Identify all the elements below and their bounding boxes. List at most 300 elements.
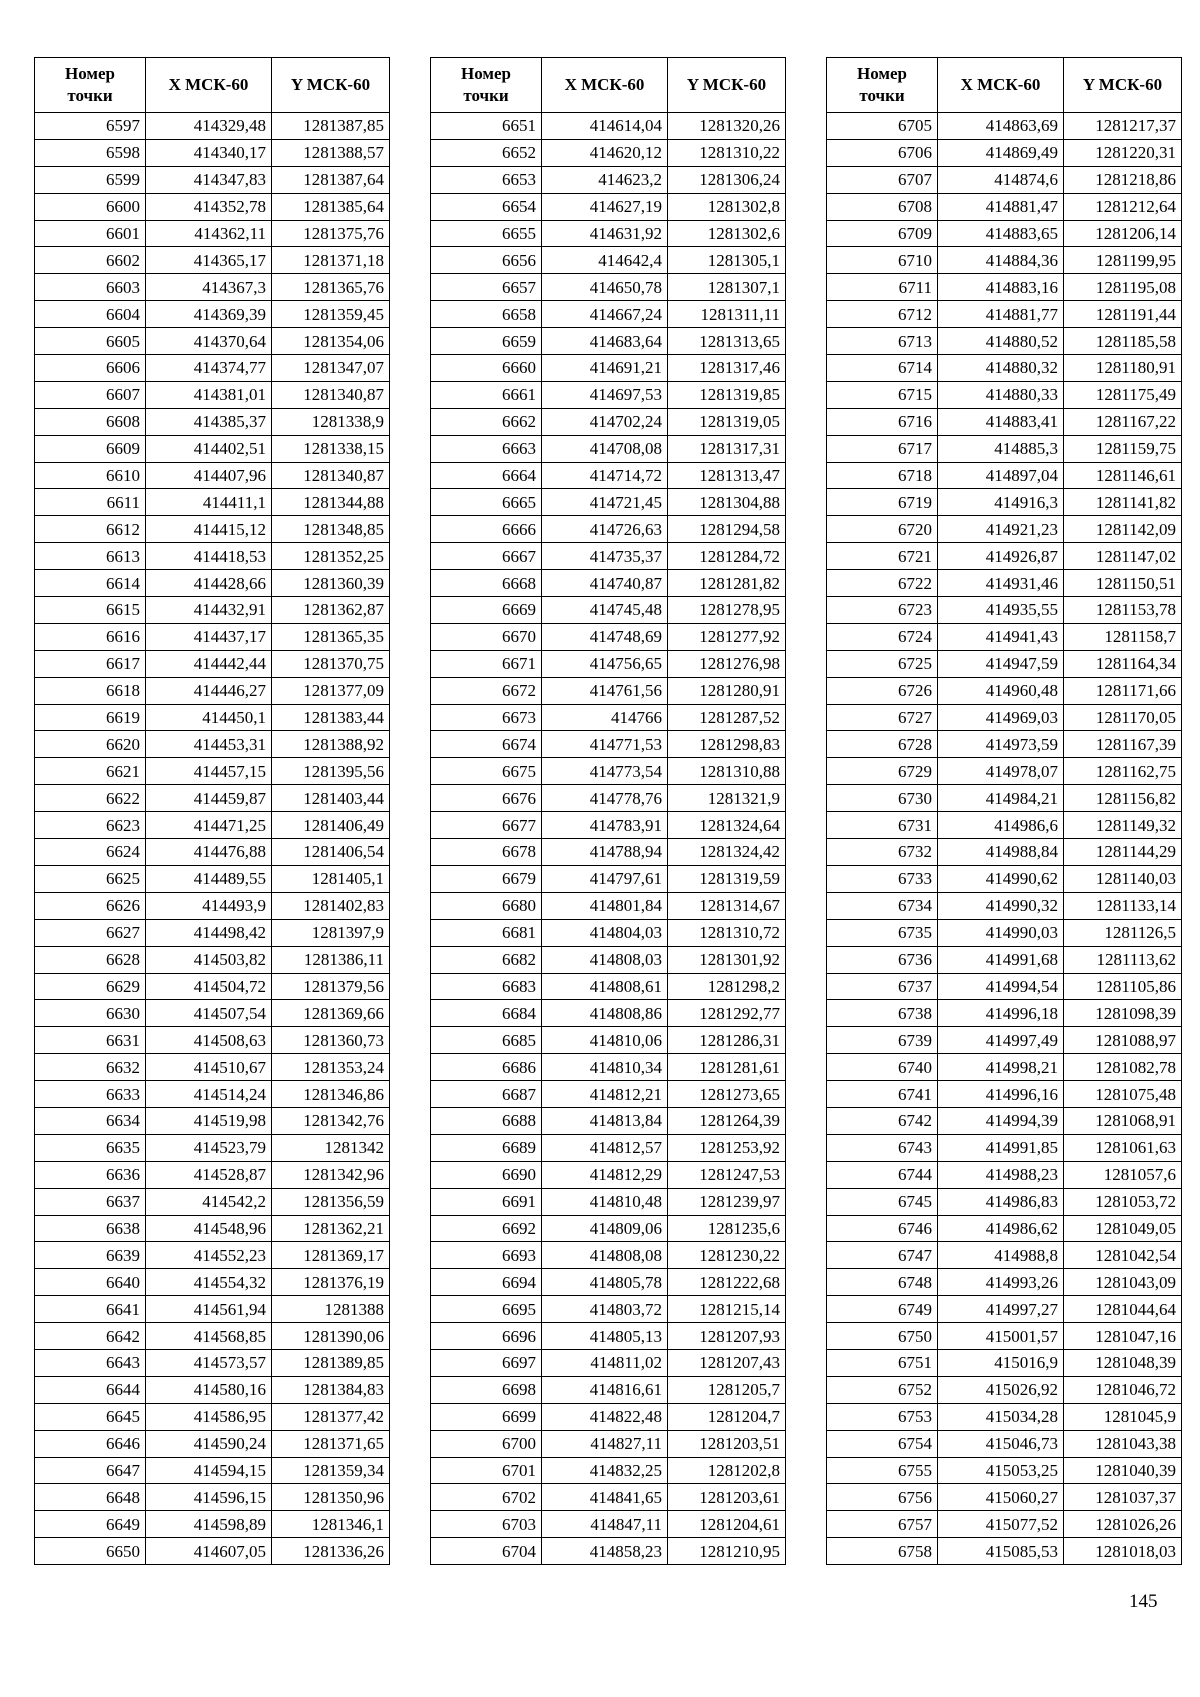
x-coordinate-cell: 414978,07 (938, 758, 1064, 785)
table-row (35, 516, 390, 543)
y-coordinate-cell: 1281273,65 (668, 1081, 786, 1108)
y-coordinate-cell: 1281141,82 (1064, 489, 1182, 516)
table-row (431, 946, 786, 973)
x-coordinate-cell: 414702,24 (542, 408, 668, 435)
table-row (431, 355, 786, 382)
x-coordinate-cell: 414519,98 (146, 1107, 272, 1134)
table-row (431, 328, 786, 355)
header-y: Y МСК-60 (668, 58, 786, 113)
table-row (431, 113, 786, 140)
table-row (35, 301, 390, 328)
y-coordinate-cell: 1281026,26 (1064, 1511, 1182, 1538)
point-number-cell: 6681 (431, 919, 542, 946)
x-coordinate-cell: 414721,45 (542, 489, 668, 516)
y-coordinate-cell: 1281018,03 (1064, 1538, 1182, 1565)
x-coordinate-cell: 414841,65 (542, 1484, 668, 1511)
x-coordinate-cell: 414883,16 (938, 274, 1064, 301)
y-coordinate-cell: 1281340,87 (272, 381, 390, 408)
y-coordinate-cell: 1281153,78 (1064, 597, 1182, 624)
x-coordinate-cell: 414897,04 (938, 462, 1064, 489)
x-coordinate-cell: 414973,59 (938, 731, 1064, 758)
y-coordinate-cell: 1281042,54 (1064, 1242, 1182, 1269)
y-coordinate-cell: 1281306,24 (668, 166, 786, 193)
y-coordinate-cell: 1281313,65 (668, 328, 786, 355)
coordinates-table-1 (34, 57, 390, 1565)
y-coordinate-cell: 1281375,76 (272, 220, 390, 247)
y-coordinate-cell: 1281294,58 (668, 516, 786, 543)
point-number-cell: 6704 (431, 1538, 542, 1565)
table-row (827, 1188, 1182, 1215)
x-coordinate-cell: 414816,61 (542, 1376, 668, 1403)
y-coordinate-cell: 1281307,1 (668, 274, 786, 301)
table-row (827, 650, 1182, 677)
y-coordinate-cell: 1281342 (272, 1134, 390, 1161)
table-row (827, 1081, 1182, 1108)
point-number-cell: 6609 (35, 435, 146, 462)
point-number-cell: 6690 (431, 1161, 542, 1188)
point-number-cell: 6623 (35, 812, 146, 839)
x-coordinate-cell: 414697,53 (542, 381, 668, 408)
y-coordinate-cell: 1281207,43 (668, 1349, 786, 1376)
y-coordinate-cell: 1281281,61 (668, 1054, 786, 1081)
y-coordinate-cell: 1281403,44 (272, 785, 390, 812)
header-x: X МСК-60 (542, 58, 668, 113)
x-coordinate-cell: 414580,16 (146, 1376, 272, 1403)
point-number-cell: 6716 (827, 408, 938, 435)
y-coordinate-cell: 1281159,75 (1064, 435, 1182, 462)
y-coordinate-cell: 1281338,15 (272, 435, 390, 462)
point-number-cell: 6751 (827, 1349, 938, 1376)
x-coordinate-cell: 414990,03 (938, 919, 1064, 946)
x-coordinate-cell: 414988,84 (938, 839, 1064, 866)
x-coordinate-cell: 414548,96 (146, 1215, 272, 1242)
point-number-cell: 6740 (827, 1054, 938, 1081)
header-y: Y МСК-60 (1064, 58, 1182, 113)
x-coordinate-cell: 414667,24 (542, 301, 668, 328)
point-number-cell: 6749 (827, 1296, 938, 1323)
table-row (431, 785, 786, 812)
page-number: 145 (1129, 1591, 1158, 1612)
y-coordinate-cell: 1281310,22 (668, 139, 786, 166)
point-number-cell: 6642 (35, 1323, 146, 1350)
x-coordinate-cell: 414941,43 (938, 623, 1064, 650)
x-coordinate-cell: 414365,17 (146, 247, 272, 274)
y-coordinate-cell: 1281365,76 (272, 274, 390, 301)
point-number-cell: 6655 (431, 220, 542, 247)
x-coordinate-cell: 414568,85 (146, 1323, 272, 1350)
point-number-cell: 6726 (827, 677, 938, 704)
x-coordinate-cell: 414810,34 (542, 1054, 668, 1081)
table-row (827, 1134, 1182, 1161)
y-coordinate-cell: 1281385,64 (272, 193, 390, 220)
table-row (35, 1188, 390, 1215)
x-coordinate-cell: 415060,27 (938, 1484, 1064, 1511)
y-coordinate-cell: 1281037,37 (1064, 1484, 1182, 1511)
y-coordinate-cell: 1281203,61 (668, 1484, 786, 1511)
y-coordinate-cell: 1281146,61 (1064, 462, 1182, 489)
x-coordinate-cell: 414650,78 (542, 274, 668, 301)
x-coordinate-cell: 414761,56 (542, 677, 668, 704)
x-coordinate-cell: 414708,08 (542, 435, 668, 462)
point-number-cell: 6682 (431, 946, 542, 973)
x-coordinate-cell: 414523,79 (146, 1134, 272, 1161)
x-coordinate-cell: 414370,64 (146, 328, 272, 355)
table-row (431, 1511, 786, 1538)
point-number-cell: 6686 (431, 1054, 542, 1081)
point-number-cell: 6734 (827, 892, 938, 919)
table-row (827, 758, 1182, 785)
x-coordinate-cell: 414991,85 (938, 1134, 1064, 1161)
table-row (827, 166, 1182, 193)
point-number-cell: 6671 (431, 650, 542, 677)
table-row (827, 1107, 1182, 1134)
y-coordinate-cell: 1281170,05 (1064, 704, 1182, 731)
x-coordinate-cell: 414507,54 (146, 1000, 272, 1027)
table-row (431, 1538, 786, 1565)
x-coordinate-cell: 414528,87 (146, 1161, 272, 1188)
table-row (431, 139, 786, 166)
point-number-cell: 6638 (35, 1215, 146, 1242)
x-coordinate-cell: 414926,87 (938, 543, 1064, 570)
point-number-cell: 6612 (35, 516, 146, 543)
point-number-cell: 6619 (35, 704, 146, 731)
y-coordinate-cell: 1281210,95 (668, 1538, 786, 1565)
table-row (431, 1188, 786, 1215)
y-coordinate-cell: 1281264,39 (668, 1107, 786, 1134)
y-coordinate-cell: 1281278,95 (668, 597, 786, 624)
point-number-cell: 6688 (431, 1107, 542, 1134)
y-coordinate-cell: 1281218,86 (1064, 166, 1182, 193)
x-coordinate-cell: 414362,11 (146, 220, 272, 247)
table-row (35, 408, 390, 435)
y-coordinate-cell: 1281402,83 (272, 892, 390, 919)
y-coordinate-cell: 1281045,9 (1064, 1403, 1182, 1430)
header-point-number: Номер точки (827, 58, 938, 113)
x-coordinate-cell: 414493,9 (146, 892, 272, 919)
table-row (431, 677, 786, 704)
table-row (431, 1107, 786, 1134)
y-coordinate-cell: 1281215,14 (668, 1296, 786, 1323)
point-number-cell: 6603 (35, 274, 146, 301)
table-row (827, 1323, 1182, 1350)
x-coordinate-cell: 414880,33 (938, 381, 1064, 408)
x-coordinate-cell: 414990,62 (938, 865, 1064, 892)
table-row (35, 247, 390, 274)
y-coordinate-cell: 1281247,53 (668, 1161, 786, 1188)
point-number-cell: 6680 (431, 892, 542, 919)
x-coordinate-cell: 414428,66 (146, 570, 272, 597)
x-coordinate-cell: 414931,46 (938, 570, 1064, 597)
table-row (827, 892, 1182, 919)
point-number-cell: 6694 (431, 1269, 542, 1296)
y-coordinate-cell: 1281180,91 (1064, 355, 1182, 382)
point-number-cell: 6755 (827, 1457, 938, 1484)
x-coordinate-cell: 414514,24 (146, 1081, 272, 1108)
x-coordinate-cell: 415034,28 (938, 1403, 1064, 1430)
y-coordinate-cell: 1281405,1 (272, 865, 390, 892)
x-coordinate-cell: 414367,3 (146, 274, 272, 301)
table-row (827, 355, 1182, 382)
y-coordinate-cell: 1281342,96 (272, 1161, 390, 1188)
y-coordinate-cell: 1281133,14 (1064, 892, 1182, 919)
table-row (431, 758, 786, 785)
y-coordinate-cell: 1281386,11 (272, 946, 390, 973)
x-coordinate-cell: 414996,16 (938, 1081, 1064, 1108)
x-coordinate-cell: 414847,11 (542, 1511, 668, 1538)
table-row (431, 1000, 786, 1027)
y-coordinate-cell: 1281302,8 (668, 193, 786, 220)
y-coordinate-cell: 1281040,39 (1064, 1457, 1182, 1484)
x-coordinate-cell: 415046,73 (938, 1430, 1064, 1457)
point-number-cell: 6746 (827, 1215, 938, 1242)
table-row (827, 1457, 1182, 1484)
table-row (431, 1134, 786, 1161)
point-number-cell: 6752 (827, 1376, 938, 1403)
table-row (35, 489, 390, 516)
table-row (35, 731, 390, 758)
point-number-cell: 6677 (431, 812, 542, 839)
y-coordinate-cell: 1281220,31 (1064, 139, 1182, 166)
table-row (827, 328, 1182, 355)
y-coordinate-cell: 1281277,92 (668, 623, 786, 650)
point-number-cell: 6717 (827, 435, 938, 462)
point-number-cell: 6732 (827, 839, 938, 866)
y-coordinate-cell: 1281371,65 (272, 1430, 390, 1457)
table-row (431, 462, 786, 489)
x-coordinate-cell: 414827,11 (542, 1430, 668, 1457)
x-coordinate-cell: 414881,77 (938, 301, 1064, 328)
point-number-cell: 6743 (827, 1134, 938, 1161)
y-coordinate-cell: 1281406,54 (272, 839, 390, 866)
table-row (35, 570, 390, 597)
table-row (431, 623, 786, 650)
y-coordinate-cell: 1281344,88 (272, 489, 390, 516)
point-number-cell: 6721 (827, 543, 938, 570)
y-coordinate-cell: 1281384,83 (272, 1376, 390, 1403)
x-coordinate-cell: 414858,23 (542, 1538, 668, 1565)
table-row (827, 1215, 1182, 1242)
point-number-cell: 6731 (827, 812, 938, 839)
x-coordinate-cell: 414407,96 (146, 462, 272, 489)
point-number-cell: 6702 (431, 1484, 542, 1511)
point-number-cell: 6607 (35, 381, 146, 408)
y-coordinate-cell: 1281324,64 (668, 812, 786, 839)
x-coordinate-cell: 414773,54 (542, 758, 668, 785)
table-row (827, 946, 1182, 973)
y-coordinate-cell: 1281324,42 (668, 839, 786, 866)
point-number-cell: 6697 (431, 1349, 542, 1376)
point-number-cell: 6687 (431, 1081, 542, 1108)
x-coordinate-cell: 414596,15 (146, 1484, 272, 1511)
x-coordinate-cell: 414369,39 (146, 301, 272, 328)
x-coordinate-cell: 414993,26 (938, 1269, 1064, 1296)
y-coordinate-cell: 1281082,78 (1064, 1054, 1182, 1081)
table-row (431, 892, 786, 919)
table-row (35, 220, 390, 247)
x-coordinate-cell: 414740,87 (542, 570, 668, 597)
x-coordinate-cell: 414476,88 (146, 839, 272, 866)
x-coordinate-cell: 414883,41 (938, 408, 1064, 435)
x-coordinate-cell: 414607,05 (146, 1538, 272, 1565)
table-row (35, 892, 390, 919)
point-number-cell: 6648 (35, 1484, 146, 1511)
y-coordinate-cell: 1281167,22 (1064, 408, 1182, 435)
y-coordinate-cell: 1281230,22 (668, 1242, 786, 1269)
point-number-cell: 6737 (827, 973, 938, 1000)
x-coordinate-cell: 414812,21 (542, 1081, 668, 1108)
table-row (431, 704, 786, 731)
table-row (431, 570, 786, 597)
point-number-cell: 6692 (431, 1215, 542, 1242)
point-number-cell: 6735 (827, 919, 938, 946)
point-number-cell: 6695 (431, 1296, 542, 1323)
table-row (827, 785, 1182, 812)
x-coordinate-cell: 414594,15 (146, 1457, 272, 1484)
point-number-cell: 6736 (827, 946, 938, 973)
point-number-cell: 6756 (827, 1484, 938, 1511)
table-row (35, 812, 390, 839)
point-number-cell: 6713 (827, 328, 938, 355)
y-coordinate-cell: 1281354,06 (272, 328, 390, 355)
point-number-cell: 6757 (827, 1511, 938, 1538)
point-number-cell: 6745 (827, 1188, 938, 1215)
table-row (827, 408, 1182, 435)
point-number-cell: 6626 (35, 892, 146, 919)
point-number-cell: 6714 (827, 355, 938, 382)
point-number-cell: 6611 (35, 489, 146, 516)
x-coordinate-cell: 414988,23 (938, 1161, 1064, 1188)
table-row (431, 1161, 786, 1188)
x-coordinate-cell: 414627,19 (542, 193, 668, 220)
point-number-cell: 6683 (431, 973, 542, 1000)
x-coordinate-cell: 414352,78 (146, 193, 272, 220)
point-number-cell: 6748 (827, 1269, 938, 1296)
point-number-cell: 6627 (35, 919, 146, 946)
point-number-cell: 6724 (827, 623, 938, 650)
point-number-cell: 6703 (431, 1511, 542, 1538)
x-coordinate-cell: 414504,72 (146, 973, 272, 1000)
table-row (431, 839, 786, 866)
y-coordinate-cell: 1281397,9 (272, 919, 390, 946)
point-number-cell: 6598 (35, 139, 146, 166)
table-row (827, 274, 1182, 301)
table-row (827, 839, 1182, 866)
table-row (35, 1134, 390, 1161)
table-row (35, 597, 390, 624)
y-coordinate-cell: 1281142,09 (1064, 516, 1182, 543)
table-row (431, 1484, 786, 1511)
point-number-cell: 6666 (431, 516, 542, 543)
point-number-cell: 6600 (35, 193, 146, 220)
table-row (35, 274, 390, 301)
point-number-cell: 6744 (827, 1161, 938, 1188)
y-coordinate-cell: 1281199,95 (1064, 247, 1182, 274)
point-number-cell: 6715 (827, 381, 938, 408)
x-coordinate-cell: 414803,72 (542, 1296, 668, 1323)
point-number-cell: 6705 (827, 113, 938, 140)
x-coordinate-cell: 414801,84 (542, 892, 668, 919)
x-coordinate-cell: 414442,44 (146, 650, 272, 677)
point-number-cell: 6710 (827, 247, 938, 274)
point-number-cell: 6618 (35, 677, 146, 704)
table-row (827, 704, 1182, 731)
x-coordinate-cell: 414411,1 (146, 489, 272, 516)
table-row (827, 812, 1182, 839)
point-number-cell: 6742 (827, 1107, 938, 1134)
point-number-cell: 6622 (35, 785, 146, 812)
point-number-cell: 6729 (827, 758, 938, 785)
point-number-cell: 6632 (35, 1054, 146, 1081)
table-row (827, 489, 1182, 516)
table-row (35, 1323, 390, 1350)
x-coordinate-cell: 414969,03 (938, 704, 1064, 731)
table-row (827, 677, 1182, 704)
point-number-cell: 6645 (35, 1403, 146, 1430)
x-coordinate-cell: 414883,65 (938, 220, 1064, 247)
y-coordinate-cell: 1281088,97 (1064, 1027, 1182, 1054)
y-coordinate-cell: 1281353,24 (272, 1054, 390, 1081)
y-coordinate-cell: 1281217,37 (1064, 113, 1182, 140)
table-row (431, 1027, 786, 1054)
table-row (431, 1403, 786, 1430)
y-coordinate-cell: 1281377,42 (272, 1403, 390, 1430)
point-number-cell: 6620 (35, 731, 146, 758)
x-coordinate-cell: 414573,57 (146, 1349, 272, 1376)
point-number-cell: 6727 (827, 704, 938, 731)
point-number-cell: 6750 (827, 1323, 938, 1350)
y-coordinate-cell: 1281113,62 (1064, 946, 1182, 973)
table-row (431, 1215, 786, 1242)
x-coordinate-cell: 414986,83 (938, 1188, 1064, 1215)
y-coordinate-cell: 1281383,44 (272, 704, 390, 731)
table-row (431, 1242, 786, 1269)
y-coordinate-cell: 1281352,25 (272, 543, 390, 570)
y-coordinate-cell: 1281150,51 (1064, 570, 1182, 597)
table-row (431, 1081, 786, 1108)
table-row (431, 516, 786, 543)
x-coordinate-cell: 414374,77 (146, 355, 272, 382)
y-coordinate-cell: 1281365,35 (272, 623, 390, 650)
y-coordinate-cell: 1281359,34 (272, 1457, 390, 1484)
x-coordinate-cell: 414863,69 (938, 113, 1064, 140)
y-coordinate-cell: 1281347,07 (272, 355, 390, 382)
y-coordinate-cell: 1281287,52 (668, 704, 786, 731)
table-row (431, 650, 786, 677)
y-coordinate-cell: 1281319,85 (668, 381, 786, 408)
point-number-cell: 6698 (431, 1376, 542, 1403)
x-coordinate-cell: 414813,84 (542, 1107, 668, 1134)
y-coordinate-cell: 1281395,56 (272, 758, 390, 785)
point-number-cell: 6617 (35, 650, 146, 677)
y-coordinate-cell: 1281140,03 (1064, 865, 1182, 892)
y-coordinate-cell: 1281044,64 (1064, 1296, 1182, 1323)
x-coordinate-cell: 414542,2 (146, 1188, 272, 1215)
x-coordinate-cell: 414997,49 (938, 1027, 1064, 1054)
table-row (35, 113, 390, 140)
x-coordinate-cell: 414756,65 (542, 650, 668, 677)
x-coordinate-cell: 414811,02 (542, 1349, 668, 1376)
y-coordinate-cell: 1281284,72 (668, 543, 786, 570)
point-number-cell: 6676 (431, 785, 542, 812)
y-coordinate-cell: 1281369,17 (272, 1242, 390, 1269)
x-coordinate-cell: 414402,51 (146, 435, 272, 462)
table-row (827, 220, 1182, 247)
table-row (35, 704, 390, 731)
x-coordinate-cell: 414797,61 (542, 865, 668, 892)
y-coordinate-cell: 1281057,6 (1064, 1161, 1182, 1188)
table-row (827, 247, 1182, 274)
y-coordinate-cell: 1281346,86 (272, 1081, 390, 1108)
